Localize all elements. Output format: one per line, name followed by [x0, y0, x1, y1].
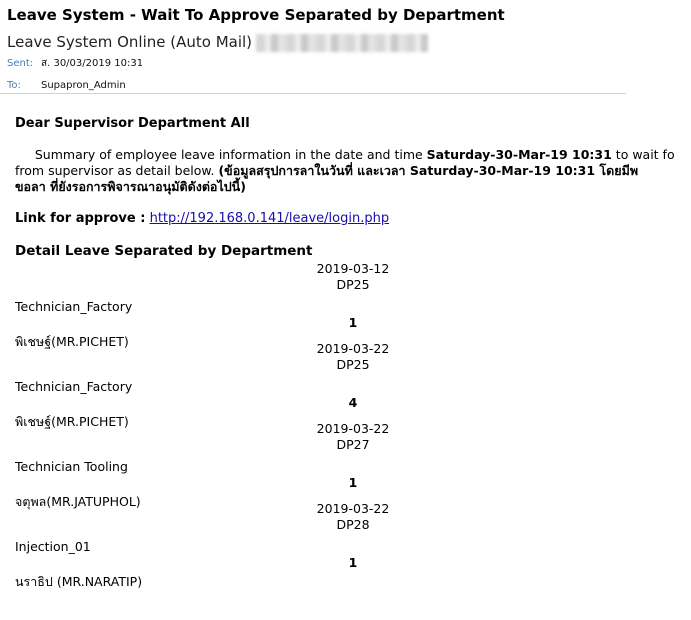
summary-line-3 [15, 179, 626, 195]
entry-employee: จตุพล(MR.JATUPHOL) [15, 494, 141, 509]
entry-count: 4 [348, 395, 358, 410]
summary-line2-thai: (ข้อมูลสรุปการลาในวันที่ และเวลา Saturday-30-Mar-19 10:31 โดยมีพ [218, 163, 639, 178]
greeting: Dear Supervisor Department All [15, 116, 250, 131]
summary-paragraph [15, 147, 675, 195]
leave-entry [15, 341, 626, 429]
entry-date: 2019-03-12 [316, 261, 390, 276]
summary-line3-thai: ขอลา ที่ยังรอการพิจารณาอนุมัติดังต่อไปนี้) [15, 179, 246, 194]
entry-department: Injection_01 [15, 539, 91, 554]
entry-code: DP25 [336, 277, 370, 292]
sent-label: Sent: [7, 58, 34, 69]
sender-email-redacted [256, 34, 428, 52]
leave-entry [15, 501, 626, 589]
leave-entry [15, 421, 626, 509]
summary-pre: Summary of employee leave information in the date and time [34, 147, 427, 162]
header-divider [0, 93, 626, 94]
entry-code: DP27 [336, 437, 370, 452]
entry-count: 1 [348, 555, 358, 570]
to-row [7, 80, 126, 91]
summary-line-2 [15, 163, 639, 179]
approve-link[interactable]: http://192.168.0.141/leave/login.php [149, 211, 390, 226]
sent-row [7, 56, 143, 71]
summary-line-1 [15, 147, 675, 163]
summary-post: to wait fo [611, 147, 675, 162]
to-label: To: [7, 80, 21, 91]
approve-link-label: Link for approve : [15, 211, 146, 226]
entry-date: 2019-03-22 [316, 501, 390, 516]
detail-heading: Detail Leave Separated by Department [15, 243, 313, 259]
entry-date: 2019-03-22 [316, 421, 390, 436]
entry-employee: นราธิป (MR.NARATIP) [15, 574, 143, 589]
entry-date: 2019-03-22 [316, 341, 390, 356]
entry-employee: พิเชษฐ์(MR.PICHET) [15, 414, 129, 429]
entry-code: DP28 [336, 517, 370, 532]
entry-count: 1 [348, 475, 358, 490]
sender-name: Leave System Online (Auto Mail) [7, 33, 253, 51]
sender-line [7, 33, 428, 52]
entry-count: 1 [348, 315, 358, 330]
entry-department: Technician_Factory [15, 379, 133, 394]
entry-code: DP25 [336, 357, 370, 372]
to-value[interactable]: Supapron_Admin [41, 80, 126, 91]
entry-department: Technician Tooling [15, 459, 128, 474]
summary-datetime: Saturday-30-Mar-19 10:31 [426, 147, 612, 162]
summary-line2-pre: from supervisor as detail below. [15, 163, 219, 178]
approve-link-row [15, 211, 389, 226]
entry-department: Technician_Factory [15, 299, 133, 314]
entry-employee: พิเชษฐ์(MR.PICHET) [15, 334, 129, 349]
sent-value: ส. 30/03/2019 10:31 [41, 58, 144, 69]
email-subject: Leave System - Wait To Approve Separated by Department [7, 6, 505, 24]
